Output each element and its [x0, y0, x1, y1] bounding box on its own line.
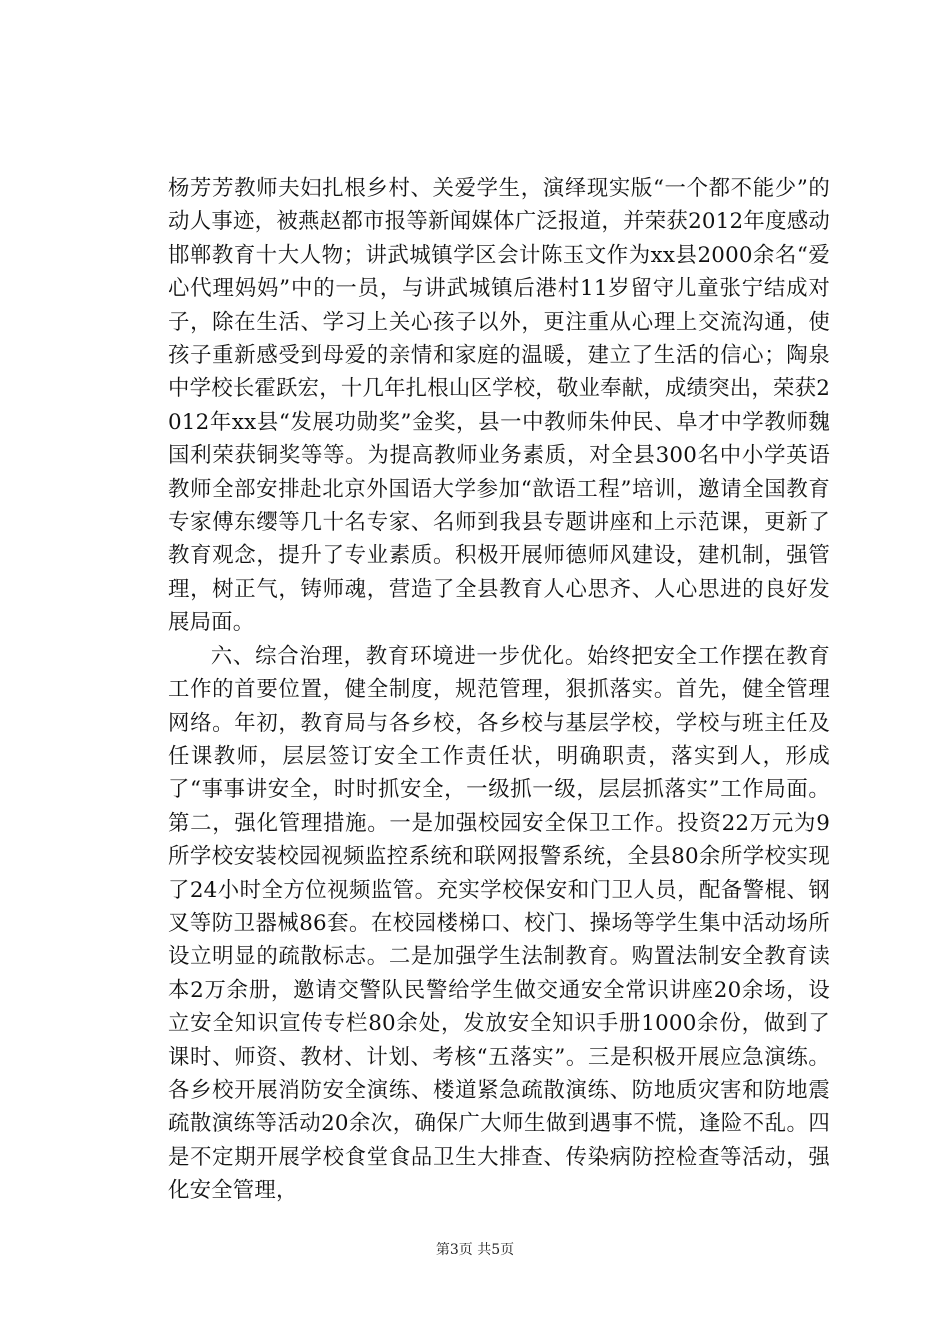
paragraph-section-six: 六、综合治理，教育环境进一步优化。始终把安全工作摆在教育工作的首要位置，健全制度，规范管理，狠抓落实。首先，健全管理网络。年初，教育局与各乡校，各乡校与基层学校，学校与班主任及任课教师，层层签订安全工作责任状，明确职责，落实到人，形成了“事事讲安全，时时抓安全，一级抓一级，层层抓落实”工作局面。第二，强化管理措施。一是加强校园安全保卫工作。投资22万元为9所学校安装校园视频监控系统和联网报警系统，全县80余所学校实现了24小时全方位视频监管。充实学校保安和门卫人员，配备警棍、钢叉等防卫器械86套。在校园楼梯口、校门、操场等学生集中活动场所设立明显的疏散标志。二是加强学生法制教育。购置法制安全教育读本2万余册，邀请交警队民警给学生做交通安全常识讲座20余场，设立安全知识宣传专栏80余处，发放安全知识手册1000余份，做到了课时、师资、教材、计划、考核“五落实”。三是积极开展应急演练。各乡校开展消防安全演练、楼道紧急疏散演练、防地质灾害和防地震疏散演练等活动20余次，确保广大师生做到遇事不慌，逢险不乱。四是不定期开展学校食堂食品卫生大排查、传染病防控检查等活动，强化安全管理，	[168, 643, 830, 1204]
page-footer: 第3页 共5页	[435, 1242, 515, 1258]
paragraph-continuation: 杨芳芳教师夫妇扎根乡村、关爱学生，演绎现实版“一个都不能少”的动人事迹，被燕赵都市报等新闻媒体广泛报道，并荣获2012年度感动邯郸教育十大人物；讲武城镇学区会计陈玉文作为xx县2000余名“爱心代理妈妈”中的一员，与讲武城镇后港村11岁留守儿童张宁结成对子，除在生活、学习上关心孩子以外，更注重从心理上交流沟通，使孩子重新感受到母爱的亲情和家庭的温暖，建立了生活的信心；陶泉中学校长霍跃宏，十几年扎根山区学校，敬业奉献，成绩突出，荣获2012年xx县“发展功勋奖”金奖，县一中教师朱仲民、阜才中学教师魏国利荣获铜奖等等。为提高教师业务素质，对全县300名中小学英语教师全部安排赴北京外国语大学参加“歆语工程”培训，邀请全国教育专家傅东缨等几十名专家、名师到我县专题讲座和上示范课，更新了教育观念，提升了专业素质。积极开展师德师风建设，建机制，强管理，树正气，铸师魂，营造了全县教育人心思齐、人心思进的良好发展局面。	[168, 176, 830, 636]
document-body	[168, 172, 830, 1208]
